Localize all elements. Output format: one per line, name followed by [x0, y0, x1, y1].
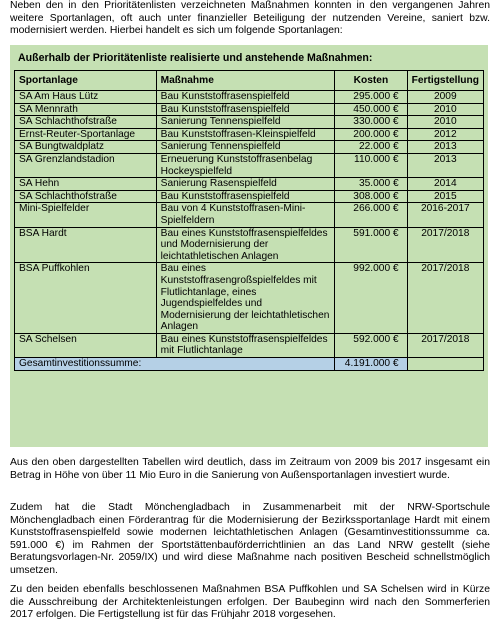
cell-kosten: 592.000 € [335, 333, 407, 357]
cell-fertigstellung: 2012 [407, 128, 483, 141]
header-massnahme: Maßnahme [156, 71, 335, 91]
cell-kosten: 295.000 € [335, 91, 407, 104]
table-row [15, 116, 484, 129]
cell-fertigstellung: 2017/2018 [407, 263, 483, 334]
cell-sportanlage: BSA Hardt [15, 227, 157, 263]
cell-massnahme: Sanierung Tennenspielfeld [156, 141, 335, 154]
cell-sportanlage: BSA Puffkohlen [15, 263, 157, 334]
cell-massnahme: Bau Kunststoffrasenspielfeld [156, 190, 335, 203]
cell-massnahme: Bau Kunststoffrasen-Kleinspielfeld [156, 128, 335, 141]
table-row [15, 263, 484, 334]
header-kosten: Kosten [335, 71, 407, 91]
table-heading: Außerhalb der Prioritätenliste realisierte und anstehende Maßnahmen: [18, 52, 373, 64]
cell-fertigstellung: 2013 [407, 153, 483, 177]
table-row [15, 178, 484, 191]
cell-massnahme: Bau eines Kunststoffrasengroßspielfeldes mit Flutlichtanlage, eines Jugendspielfeldes und Modernisierung der leichtathletischen Anlagen [156, 263, 335, 334]
table-row [15, 227, 484, 263]
cell-fertigstellung: 2014 [407, 178, 483, 191]
cell-massnahme: Bau eines Kunststoffrasenspielfeldes und Modernisierung der leichtathletischen Anlagen [156, 227, 335, 263]
cell-fertigstellung: 2010 [407, 116, 483, 129]
header-sportanlage: Sportanlage [15, 71, 157, 91]
table-row [15, 128, 484, 141]
cell-fertigstellung: 2013 [407, 141, 483, 154]
cell-massnahme: Bau eines Kunststoffrasenspielfeldes mit Flutlichtanlage [156, 333, 335, 357]
cell-kosten: 35.000 € [335, 178, 407, 191]
header-fertigstellung: Fertigstellung [407, 71, 483, 91]
cell-massnahme: Sanierung Tennenspielfeld [156, 116, 335, 129]
cell-fertigstellung: 2016-2017 [407, 203, 483, 227]
cell-sportanlage: SA Schelsen [15, 333, 157, 357]
measures-table-section [10, 45, 488, 447]
cell-kosten: 22.000 € [335, 141, 407, 154]
cell-sportanlage: SA Schlachthofstraße [15, 116, 157, 129]
table-row [15, 153, 484, 177]
cell-kosten: 330.000 € [335, 116, 407, 129]
cell-fertigstellung: 2010 [407, 103, 483, 116]
cell-sportanlage: SA Bungtwaldplatz [15, 141, 157, 154]
total-value: 4.191.000 € [335, 358, 407, 371]
cell-kosten: 110.000 € [335, 153, 407, 177]
cell-fertigstellung: 2015 [407, 190, 483, 203]
table-header-row [15, 71, 484, 91]
cell-sportanlage: SA Grenzlandstadion [15, 153, 157, 177]
cell-sportanlage: SA Hehn [15, 178, 157, 191]
paragraph-hardt-funding: Zudem hat die Stadt Mönchengladbach in Zusammenarbeit mit der NRW-Sportschule Mönchengladbach einen Förderantrag für die Modernisierung der Bezirkssportanlage Hardt mit einem Kunststoffrasenspielfeld sowie modernen leichtathletischen Anlagen (Gesamtinvestitionssumme ca. 591.000 €) im Rahmen der Sportstättenbauförderrichtlinien an das Land NRW gestellt (siehe Beratungsvorlagen-Nr. 2059/IX) und wird diese Maßnahme nach positiven Bescheid schnellstmöglich umsetzen. [10, 502, 490, 576]
cell-fertigstellung: 2017/2018 [407, 333, 483, 357]
table-row [15, 203, 484, 227]
cell-massnahme: Bau von 4 Kunststoffrasen-Mini-Spielfeldern [156, 203, 335, 227]
total-label: Gesamtinvestitionssumme: [15, 358, 335, 371]
measures-table [14, 70, 484, 371]
cell-fertigstellung: 2009 [407, 91, 483, 104]
cell-sportanlage: Mini-Spielfelder [15, 203, 157, 227]
total-row [15, 358, 484, 371]
cell-kosten: 450.000 € [335, 103, 407, 116]
table-row [15, 91, 484, 104]
paragraph-puffkohlen-schelsen: Zu den beiden ebenfalls beschlossenen Maßnahmen BSA Puffkohlen und SA Schelsen wird in Kürze die Ausschreibung der Architektenleistungen erfolgen. Der Baubeginn wird nach den Sommerferien 2017 erfolgen. Die Fertigstellung ist für das Frühjahr 2018 vorgesehen. [10, 584, 490, 621]
cell-sportanlage: SA Mennrath [15, 103, 157, 116]
table-row [15, 141, 484, 154]
cell-kosten: 266.000 € [335, 203, 407, 227]
total-empty-cell [407, 358, 483, 371]
intro-paragraph: Neben den in den Prioritätenlisten verzeichneten Maßnahmen konnten in den vergangenen Jahren weitere Sportanlagen, oft auch unter finanzieller Beteiligung der nutzenden Vereine, saniert bzw. modernisiert werden. Hierbei handelt es sich um folgende Sportanlagen: [10, 0, 490, 37]
cell-kosten: 591.000 € [335, 227, 407, 263]
paragraph-summary: Aus den oben dargestellten Tabellen wird deutlich, dass im Zeitraum von 2009 bis 2017 insgesamt ein Betrag in Höhe von über 11 Mio Euro in die Sanierung von Außensportanlagen investiert wurde. [10, 457, 490, 481]
cell-massnahme: Bau Kunststoffrasenspielfeld [156, 103, 335, 116]
cell-sportanlage: Ernst-Reuter-Sportanlage [15, 128, 157, 141]
cell-massnahme: Erneuerung Kunststoffrasenbelag Hockeyspielfeld [156, 153, 335, 177]
cell-sportanlage: SA Am Haus Lütz [15, 91, 157, 104]
table-row [15, 333, 484, 357]
cell-kosten: 308.000 € [335, 190, 407, 203]
cell-massnahme: Bau Kunststoffrasenspielfeld [156, 91, 335, 104]
cell-massnahme: Sanierung Rasenspielfeld [156, 178, 335, 191]
table-row [15, 103, 484, 116]
table-row [15, 190, 484, 203]
cell-fertigstellung: 2017/2018 [407, 227, 483, 263]
cell-sportanlage: SA Schlachthofstraße [15, 190, 157, 203]
cell-kosten: 992.000 € [335, 263, 407, 334]
cell-kosten: 200.000 € [335, 128, 407, 141]
